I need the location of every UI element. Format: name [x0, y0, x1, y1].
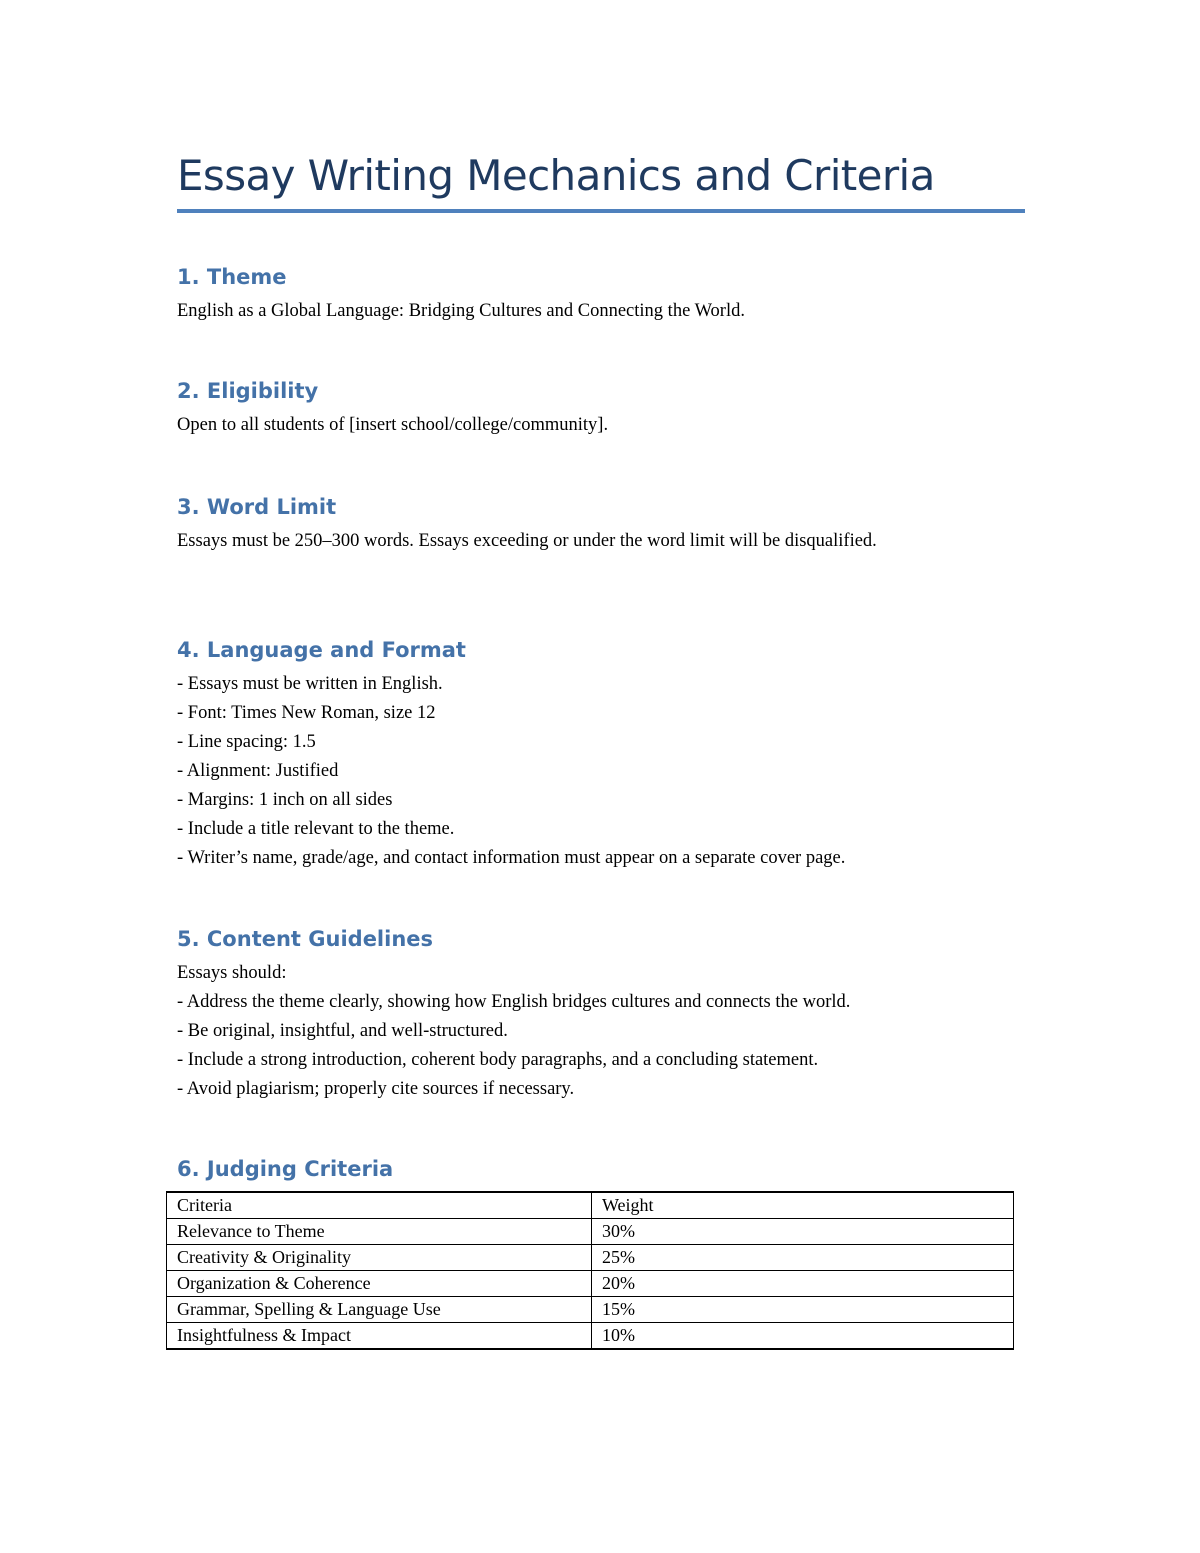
list-item: - Writer’s name, grade/age, and contact information must appear on a separate cover page.	[177, 848, 846, 868]
table-row	[167, 1297, 1014, 1323]
section-heading: 2. Eligibility	[177, 379, 319, 403]
section-text: Essays must be 250–300 words. Essays exceeding or under the word limit will be disqualified.	[177, 531, 877, 551]
document-page	[177, 0, 1025, 1553]
section-intro: Essays should:	[177, 963, 287, 983]
list-item: - Font: Times New Roman, size 12	[177, 703, 436, 723]
table-row	[167, 1271, 1014, 1297]
section-language-format	[177, 635, 1025, 873]
weight-cell: 30%	[592, 1219, 1014, 1245]
criteria-cell: Insightfulness & Impact	[167, 1323, 592, 1350]
document-title: Essay Writing Mechanics and Criteria	[177, 151, 935, 200]
column-header-criteria: Criteria	[167, 1192, 592, 1219]
weight-cell: 20%	[592, 1271, 1014, 1297]
list-item: - Essays must be written in English.	[177, 674, 443, 694]
list-item: - Margins: 1 inch on all sides	[177, 790, 393, 810]
section-judging-criteria	[177, 1154, 1025, 1184]
criteria-cell: Grammar, Spelling & Language Use	[167, 1297, 592, 1323]
section-word-limit	[177, 492, 1025, 556]
list-item: - Avoid plagiarism; properly cite sources if necessary.	[177, 1079, 575, 1099]
section-content-guidelines	[177, 924, 1025, 1104]
list-item: - Line spacing: 1.5	[177, 732, 316, 752]
list-item: - Include a title relevant to the theme.	[177, 819, 455, 839]
section-heading: 6. Judging Criteria	[177, 1157, 394, 1181]
section-heading: 4. Language and Format	[177, 638, 466, 662]
table-header-row	[167, 1192, 1014, 1219]
list-item: - Alignment: Justified	[177, 761, 339, 781]
table-row	[167, 1245, 1014, 1271]
title-underline	[177, 209, 1025, 213]
section-text: English as a Global Language: Bridging Cultures and Connecting the World.	[177, 301, 745, 321]
criteria-cell: Organization & Coherence	[167, 1271, 592, 1297]
criteria-cell: Relevance to Theme	[167, 1219, 592, 1245]
section-heading: 3. Word Limit	[177, 495, 337, 519]
section-heading: 5. Content Guidelines	[177, 927, 434, 951]
section-text: Open to all students of [insert school/college/community].	[177, 415, 609, 435]
list-item: - Be original, insightful, and well-structured.	[177, 1021, 508, 1041]
column-header-weight: Weight	[592, 1192, 1014, 1219]
table-row	[167, 1323, 1014, 1350]
criteria-cell: Creativity & Originality	[167, 1245, 592, 1271]
weight-cell: 25%	[592, 1245, 1014, 1271]
judging-criteria-table	[166, 1191, 1014, 1350]
section-heading: 1. Theme	[177, 265, 287, 289]
list-item: - Address the theme clearly, showing how English bridges cultures and connects the world.	[177, 992, 851, 1012]
section-eligibility	[177, 376, 1025, 440]
table-row	[167, 1219, 1014, 1245]
weight-cell: 10%	[592, 1323, 1014, 1350]
list-item: - Include a strong introduction, coherent body paragraphs, and a concluding statement.	[177, 1050, 819, 1070]
section-theme	[177, 262, 1025, 326]
weight-cell: 15%	[592, 1297, 1014, 1323]
